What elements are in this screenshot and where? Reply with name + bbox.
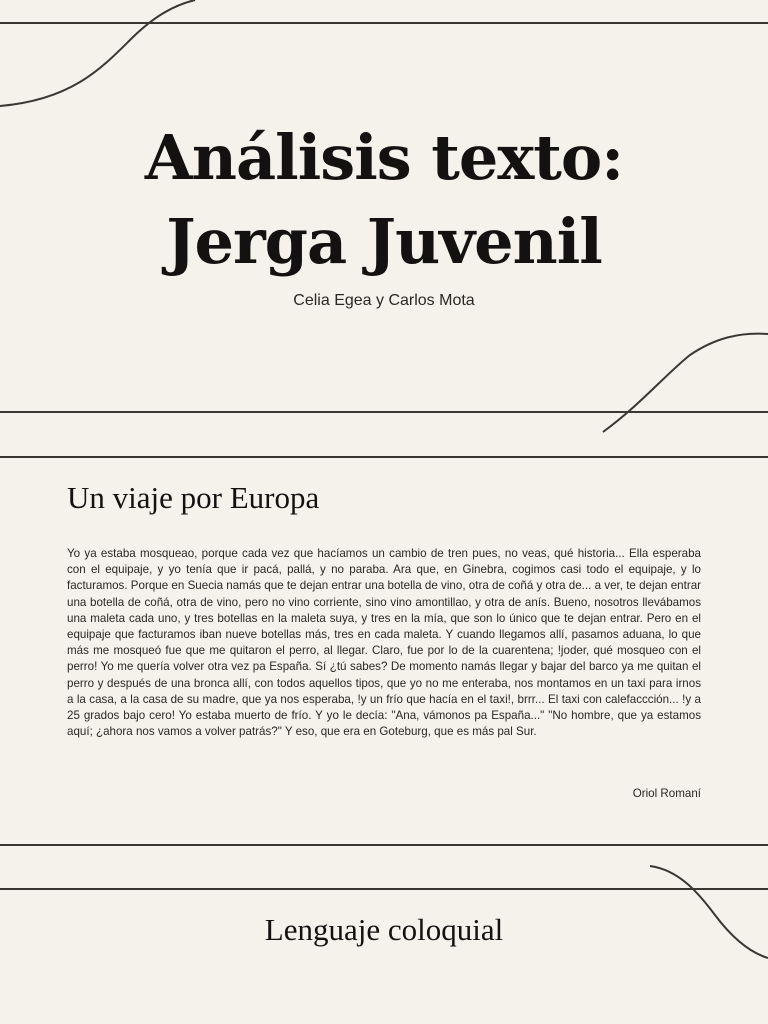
coloquial-slide [0, 888, 768, 1024]
text-slide [0, 456, 768, 846]
section-heading-viaje: Un viaje por Europa [67, 480, 320, 515]
cut-off-text [67, 1018, 701, 1024]
title-line-1: Análisis texto: [144, 121, 624, 194]
title-slide [0, 22, 768, 413]
authors: Celia Egea y Carlos Mota [293, 292, 475, 309]
section-heading-coloquial: Lenguaje coloquial [264, 912, 504, 947]
body-text: Yo ya estaba mosqueao, porque cada vez que hacíamos un cambio de tren pues, no veas, qué historia... Ella esperaba con el equipaje, y yo tenía que ir pacá, pallá, y no paraba. Ara que, en Ginebra, cogimos casi todo el equipaje, y lo facturamos. Porque en Suecia namás que te dejan entrar una botella de vino, otra de coñá y otra de... a ver, te dejan entrar una botella de coñá, otra de vino, pero no vino corriente, sino vino amontillao, y otra de anís. Bueno, nosotros llevábamos una maleta cada uno, y tres botellas en la maleta suya, y tres en la mía, que son lo único que te dejan entrar. Pero en el equipaje que facturamos iban nueve botellas más, tres en cada maleta. Y cuando llegamos allí, pasamos aduana, lo que más me mosqueó fue que me quitaron el perro, al llegar. Claro, fue por lo de la cuarentena; !joder, qué mosqueo con el perro! Yo me quería volver otra vez pa España. Sí ¿tú sabes? De momento namás llegar y bajar del barco ya me quitan el perro y después de una bronca allí, con todos aquellos tipos, que yo no me enteraba, nos montamos en un taxi para irnos a la casa, a la casa de su madre, que ya nos esperaba, !y un frío que hacía en el taxi!, brrr... El taxi con calefaccción... !y a 25 grados bajo cero! Yo estaba muerto de frío. Y yo le decía: "Ana, vámonos pa España..." "No hombre, que ya estamos aquí; ¿ahora nos vamos a volver patrás?" Y eso, que era en Goteburg, que es más pal Sur. [67, 547, 701, 739]
title-line-2: Jerga Juvenil [166, 205, 602, 278]
attribution: Oriol Romaní [632, 787, 701, 800]
